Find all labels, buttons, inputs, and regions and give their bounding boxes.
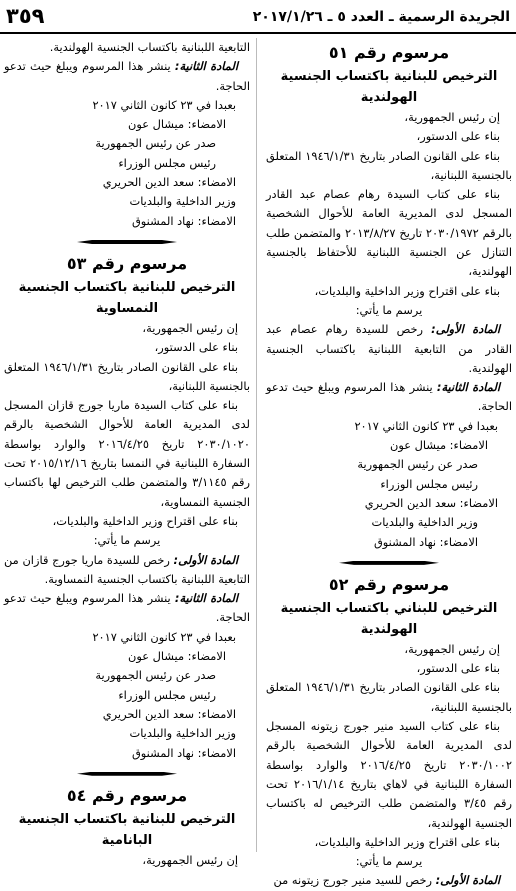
article-label: المادة الأولى: <box>435 873 500 888</box>
article-2 <box>266 378 512 417</box>
prime-minister-signature: الامضاء: سعد الدين الحريري <box>102 706 236 721</box>
article-2 <box>4 589 250 628</box>
decree-title: مرسوم رقم ٥٣ <box>66 253 188 273</box>
article-text: رخص للسيدة ماريا جورج قازان من التابعية اللبنانية باكتساب الجنسية النمساوية. <box>4 552 250 586</box>
paragraph: إن رئيس الجمهورية، <box>142 320 238 335</box>
page-number: ٣٥٩ <box>6 4 45 28</box>
continued-text: التابعية اللبنانية باكتساب الجنسية الهولندية. <box>49 40 250 54</box>
section-separator <box>4 767 250 781</box>
article-label: المادة الأولى: <box>431 322 500 337</box>
decree-subtitle: الترخيص للبنانية باكتساب الجنسية النمساوية <box>18 279 236 316</box>
article-label: المادة الأولى: <box>173 552 238 567</box>
paragraph: بناء على الدستور، <box>416 661 500 676</box>
article-1 <box>4 551 250 590</box>
section-separator <box>4 235 250 249</box>
issued-by: صدر عن رئيس الجمهورية <box>357 457 478 472</box>
article-text: رخص للسيدة رهام عصام عبد القادر من التابعية اللبنانية باكتساب الجنسية الهولندية. <box>266 322 512 375</box>
paragraph: بناء على اقتراح وزير الداخلية والبلديات، <box>314 283 500 298</box>
column-divider <box>256 38 257 852</box>
signing-date: بعبدا في ٢٣ كانون الثاني ٢٠١٧ <box>354 418 498 433</box>
minister-signature: الامضاء: نهاد المشنوق <box>131 213 236 228</box>
paragraph: بناء على القانون الصادر بتاريخ ١٩٤٦/١/٣١ المتعلق بالجنسية اللبنانية، <box>266 148 512 182</box>
issued-by: صدر عن رئيس الجمهورية <box>95 668 216 683</box>
signing-date: بعبدا في ٢٣ كانون الثاني ٢٠١٧ <box>92 629 236 644</box>
decree-subtitle: الترخيص للبناني باكتساب الجنسية الهولندية <box>280 600 498 637</box>
prime-minister-signature: الامضاء: سعد الدين الحريري <box>364 495 498 510</box>
decree-52 <box>266 572 512 891</box>
paragraph: بناء على اقتراح وزير الداخلية والبلديات، <box>52 513 238 528</box>
minister-title: وزير الداخلية والبلديات <box>129 194 236 209</box>
minister-title: وزير الداخلية والبلديات <box>129 726 236 741</box>
decree-title: مرسوم رقم ٥١ <box>328 43 450 62</box>
paragraph: بناء على الدستور، <box>154 340 238 355</box>
article-2 <box>4 57 250 96</box>
decree-subtitle: الترخيص للبنانية باكتساب الجنسية البانامية <box>18 811 236 848</box>
decree-title: مرسوم رقم ٥٢ <box>328 574 450 594</box>
paragraph: بناء على كتاب السيدة ماريا جورج قازان المسجل لدى المديرية العامة للأحوال الشخصية بالرقم ٢٠٣٠/١٠٢٠ تاريخ ٢٠١٦/٤/٢٥ والوارد بواسطة السفارة اللبنانية في النمسا بتاريخ ٢٠١٥/١٢/١٦ تحت رقم ٣/١١٤٥ والمتضمن طلب الترخيص لها باكتساب الجنسية النمساوية، <box>4 398 250 509</box>
article-label: المادة الثانية: <box>174 591 238 606</box>
paragraph: يرسم ما يأتي: <box>93 533 161 548</box>
minister-signature: الامضاء: نهاد المشنوق <box>373 534 478 549</box>
minister-signature: الامضاء: نهاد المشنوق <box>131 745 236 760</box>
article-text: رخص للسيد منير جورج زيتونه من <box>273 873 436 888</box>
paragraph: بناء على القانون الصادر بتاريخ ١٩٤٦/١/٣١ المتعلق بالجنسية اللبنانية، <box>266 680 512 714</box>
prime-minister-signature: الامضاء: سعد الدين الحريري <box>102 175 236 190</box>
article-text: ينشر هذا المرسوم ويبلغ حيث تدعو الحاجة. <box>4 591 250 625</box>
article-1 <box>266 871 512 890</box>
paragraph: إن رئيس الجمهورية، <box>404 641 500 656</box>
article-text: ينشر هذا المرسوم ويبلغ حيث تدعو الحاجة. <box>266 380 512 414</box>
minister-title: وزير الداخلية والبلديات <box>371 515 478 530</box>
decree-53 <box>4 251 250 763</box>
gazette-title: الجريدة الرسمية ـ العدد ٥ ـ ٢٠١٧/١/٢٦ <box>252 9 510 25</box>
president-signature: الامضاء: ميشال عون <box>127 117 226 132</box>
signing-date: بعبدا في ٢٣ كانون الثاني ٢٠١٧ <box>92 97 236 112</box>
paragraph: بناء على كتاب السيد منير جورج زيتونه المسجل لدى المديرية العامة للأحوال الشخصية بالرقم ٢٠٣٠/١٠٠٢ تاريخ ٢٠١٦/٤/٢٥ والوارد بواسطة السفارة اللبنانية في لاهاي بتاريخ ٢٠١٦/١/١٤ تحت رقم ٣/٤٥ والمتضمن طلب الترخيص له باكتساب الجنسية الهولندية، <box>266 719 512 830</box>
article-text: ينشر هذا المرسوم ويبلغ حيث تدعو الحاجة. <box>4 59 250 93</box>
decree-subtitle: الترخيص للبنانية باكتساب الجنسية الهولندية <box>280 69 498 105</box>
article-label: المادة الثانية: <box>174 59 238 74</box>
president-signature: الامضاء: ميشال عون <box>389 438 488 453</box>
paragraph: بناء على القانون الصادر بتاريخ ١٩٤٦/١/٣١ المتعلق بالجنسية اللبنانية، <box>4 359 250 393</box>
section-separator <box>266 556 512 570</box>
article-1 <box>266 320 512 378</box>
paragraph: إن رئيس الجمهورية، <box>142 852 238 867</box>
decree-title: مرسوم رقم ٥٤ <box>66 785 188 805</box>
paragraph: يرسم ما يأتي: <box>355 854 423 869</box>
president-signature: الامضاء: ميشال عون <box>127 649 226 664</box>
prime-minister-title: رئيس مجلس الوزراء <box>118 155 216 170</box>
prime-minister-title: رئيس مجلس الوزراء <box>380 476 478 491</box>
paragraph: بناء على الدستور، <box>416 129 500 144</box>
issued-by: صدر عن رئيس الجمهورية <box>95 136 216 151</box>
article-label: المادة الثانية: <box>436 380 500 395</box>
decree-51 <box>266 40 512 552</box>
paragraph: بناء على اقتراح وزير الداخلية والبلديات، <box>314 834 500 849</box>
paragraph: إن رئيس الجمهورية، <box>404 110 500 124</box>
paragraph: يرسم ما يأتي: <box>355 302 423 317</box>
decree-54 <box>4 783 250 870</box>
right-column <box>266 38 512 888</box>
left-column <box>4 38 250 867</box>
page-header <box>0 0 516 34</box>
prime-minister-title: رئيس مجلس الوزراء <box>118 687 216 702</box>
paragraph: بناء على كتاب السيدة رهام عصام عبد القادر المسجل لدى المديرية العامة للأحوال الشخصية بالرقم ٢٠٣٠/١٩٧٢ تاريخ ٢٠١٣/٨/٢٧ والمتضمن طلب التنازل عن الجنسية اللبنانية للأحتفاظ بالجنسية الهولندية، <box>266 187 512 279</box>
